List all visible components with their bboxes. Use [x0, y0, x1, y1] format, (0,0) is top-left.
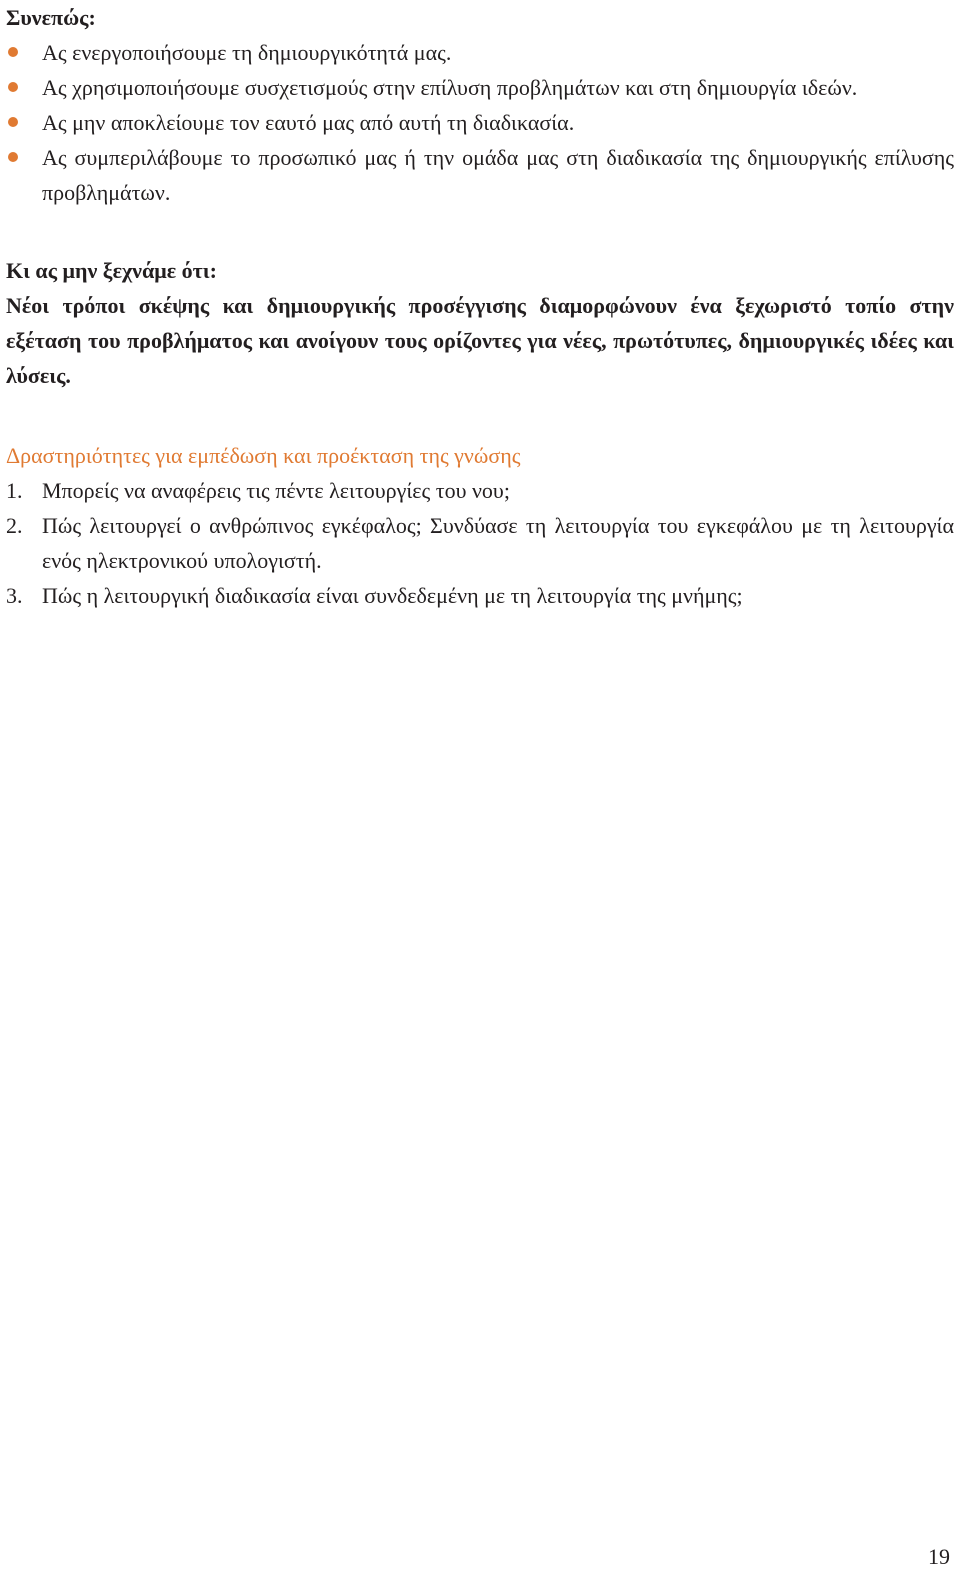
- activity-number: 2.: [6, 513, 23, 538]
- bullet-text: Ας μην αποκλείουμε τον εαυτό μας από αυτή τη διαδικασία.: [42, 110, 575, 135]
- bullet-text: Ας συμπεριλάβουμε το προσωπικό μας ή την ομάδα μας στη διαδικασία της δημιουργικής επίλυσης προβλημάτων.: [42, 145, 954, 205]
- activity-item: [6, 473, 954, 508]
- activity-text: Πώς λειτουργεί ο ανθρώπινος εγκέφαλος; Συνδύασε τη λειτουργία του εγκεφάλου με τη λειτουργία ενός ηλεκτρονικού υπολογιστή.: [42, 513, 954, 573]
- bullet-icon: [8, 152, 18, 162]
- bullet-item: [6, 105, 954, 140]
- conclusion-heading: Συνεπώς:: [6, 5, 96, 30]
- bullet-item: [6, 140, 954, 210]
- bullet-text: Ας ενεργοποιήσουμε τη δημιουργικότητά μας.: [42, 40, 452, 65]
- page-number: 19: [928, 1544, 950, 1569]
- conclusion-bullet-list: [6, 35, 954, 210]
- activity-item: [6, 578, 954, 613]
- bullet-icon: [8, 47, 18, 57]
- activities-list: [6, 473, 954, 613]
- bullet-text: Ας χρησιμοποιήσουμε συσχετισμούς στην επίλυση προβλημάτων και στη δημιουργία ιδεών.: [42, 75, 858, 100]
- bullet-item: [6, 70, 954, 105]
- activities-title: Δραστηριότητες για εμπέδωση και προέκταση της γνώσης: [6, 443, 521, 468]
- activity-number: 3.: [6, 583, 23, 608]
- bullet-icon: [8, 117, 18, 127]
- activity-text: Μπορείς να αναφέρεις τις πέντε λειτουργίες του νου;: [42, 478, 510, 503]
- bullet-icon: [8, 82, 18, 92]
- activity-text: Πώς η λειτουργική διαδικασία είναι συνδεδεμένη με τη λειτουργία της μνήμης;: [42, 583, 743, 608]
- activity-item: [6, 508, 954, 578]
- reminder-heading: Κι ας μην ξεχνάμε ότι:: [6, 258, 217, 283]
- activity-number: 1.: [6, 478, 23, 503]
- document-page: [6, 0, 954, 613]
- bullet-item: [6, 35, 954, 70]
- reminder-paragraph: Νέοι τρόποι σκέψης και δημιουργικής προσέγγισης διαμορφώνουν ένα ξεχωριστό τοπίο στην εξέταση του προβλήματος και ανοίγουν τους ορίζοντες για νέες, πρωτότυπες, δημιουργικές ιδέες και λύσεις.: [6, 293, 954, 388]
